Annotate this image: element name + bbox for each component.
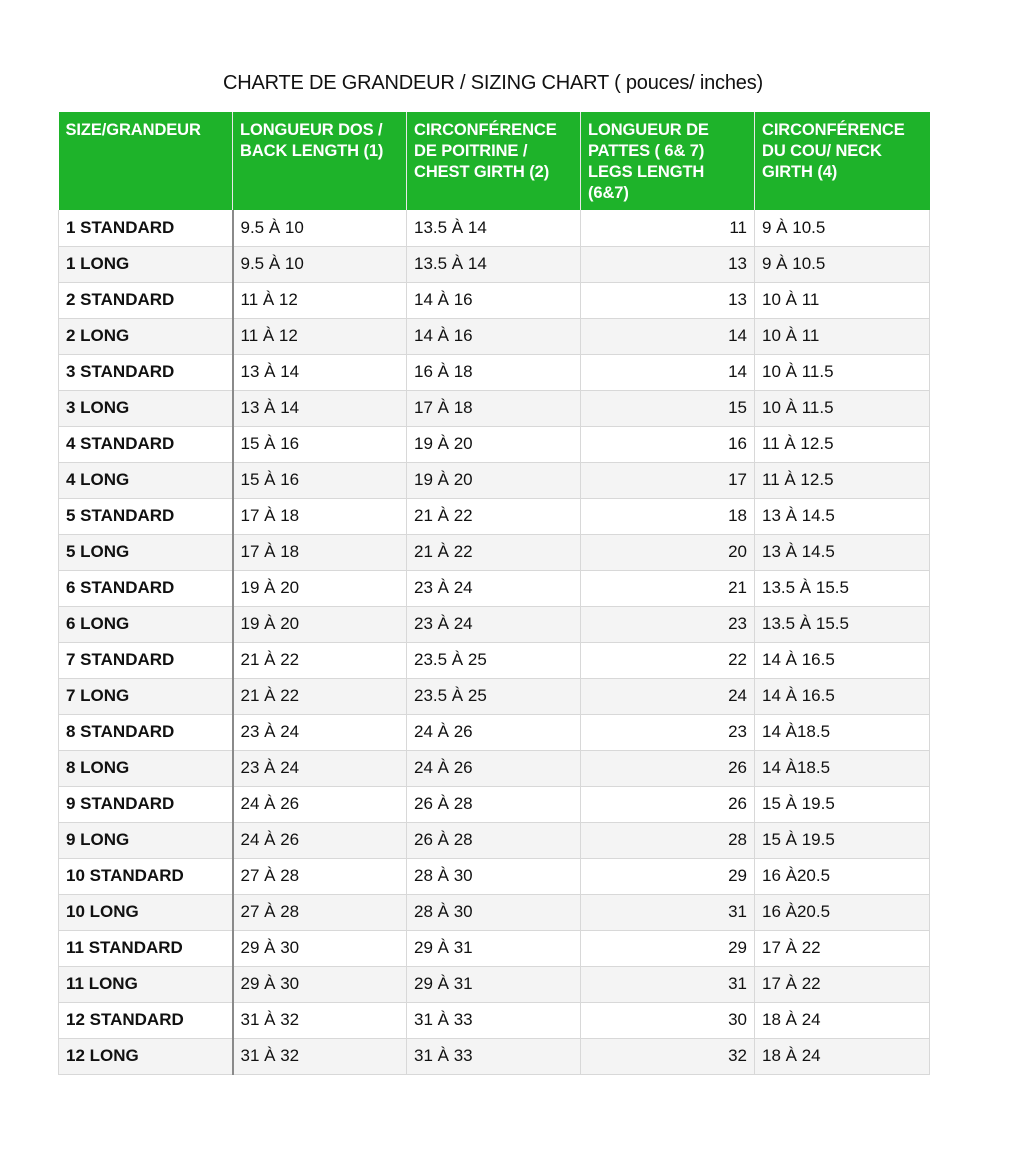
table-row xyxy=(59,570,930,606)
cell-back-length: 27 À 28 xyxy=(233,894,407,930)
cell-legs-length: 32 xyxy=(581,1038,755,1074)
cell-neck-girth: 13.5 À 15.5 xyxy=(755,570,930,606)
cell-neck-girth: 16 À20.5 xyxy=(755,894,930,930)
cell-size: 4 LONG xyxy=(59,462,233,498)
table-row xyxy=(59,390,930,426)
cell-chest-girth: 13.5 À 14 xyxy=(407,210,581,246)
sizing-table xyxy=(58,112,930,1075)
cell-neck-girth: 14 À 16.5 xyxy=(755,678,930,714)
table-row xyxy=(59,282,930,318)
cell-chest-girth: 16 À 18 xyxy=(407,354,581,390)
cell-chest-girth: 14 À 16 xyxy=(407,282,581,318)
cell-legs-length: 18 xyxy=(581,498,755,534)
cell-chest-girth: 19 À 20 xyxy=(407,426,581,462)
cell-size: 10 STANDARD xyxy=(59,858,233,894)
table-body xyxy=(59,210,930,1074)
cell-legs-length: 15 xyxy=(581,390,755,426)
cell-chest-girth: 21 À 22 xyxy=(407,534,581,570)
cell-size: 2 STANDARD xyxy=(59,282,233,318)
cell-legs-length: 11 xyxy=(581,210,755,246)
cell-legs-length: 23 xyxy=(581,606,755,642)
cell-legs-length: 13 xyxy=(581,282,755,318)
cell-size: 11 LONG xyxy=(59,966,233,1002)
cell-back-length: 23 À 24 xyxy=(233,750,407,786)
table-row xyxy=(59,894,930,930)
cell-chest-girth: 21 À 22 xyxy=(407,498,581,534)
cell-size: 6 STANDARD xyxy=(59,570,233,606)
page-title: CHARTE DE GRANDEUR / SIZING CHART ( pouces/ inches) xyxy=(223,72,763,94)
cell-neck-girth: 10 À 11.5 xyxy=(755,354,930,390)
cell-legs-length: 16 xyxy=(581,426,755,462)
cell-neck-girth: 14 À18.5 xyxy=(755,714,930,750)
table-row xyxy=(59,822,930,858)
cell-neck-girth: 11 À 12.5 xyxy=(755,462,930,498)
cell-legs-length: 21 xyxy=(581,570,755,606)
cell-back-length: 24 À 26 xyxy=(233,786,407,822)
cell-size: 2 LONG xyxy=(59,318,233,354)
cell-neck-girth: 18 À 24 xyxy=(755,1038,930,1074)
table-row xyxy=(59,606,930,642)
table-row xyxy=(59,1038,930,1074)
table-row xyxy=(59,1002,930,1038)
cell-back-length: 9.5 À 10 xyxy=(233,210,407,246)
cell-neck-girth: 9 À 10.5 xyxy=(755,246,930,282)
cell-chest-girth: 19 À 20 xyxy=(407,462,581,498)
cell-size: 7 LONG xyxy=(59,678,233,714)
cell-neck-girth: 10 À 11 xyxy=(755,318,930,354)
cell-legs-length: 22 xyxy=(581,642,755,678)
cell-neck-girth: 16 À20.5 xyxy=(755,858,930,894)
cell-chest-girth: 13.5 À 14 xyxy=(407,246,581,282)
cell-back-length: 19 À 20 xyxy=(233,570,407,606)
table-row xyxy=(59,714,930,750)
cell-chest-girth: 31 À 33 xyxy=(407,1002,581,1038)
cell-neck-girth: 11 À 12.5 xyxy=(755,426,930,462)
cell-neck-girth: 13 À 14.5 xyxy=(755,534,930,570)
cell-neck-girth: 13.5 À 15.5 xyxy=(755,606,930,642)
cell-back-length: 31 À 32 xyxy=(233,1038,407,1074)
cell-neck-girth: 14 À18.5 xyxy=(755,750,930,786)
cell-back-length: 13 À 14 xyxy=(233,390,407,426)
cell-neck-girth: 15 À 19.5 xyxy=(755,822,930,858)
cell-size: 4 STANDARD xyxy=(59,426,233,462)
cell-chest-girth: 26 À 28 xyxy=(407,786,581,822)
header-chest-girth: CIRCONFÉRENCE DE POITRINE / CHEST GIRTH (2) xyxy=(407,112,581,210)
cell-legs-length: 30 xyxy=(581,1002,755,1038)
cell-back-length: 15 À 16 xyxy=(233,462,407,498)
cell-legs-length: 20 xyxy=(581,534,755,570)
cell-back-length: 21 À 22 xyxy=(233,642,407,678)
cell-size: 7 STANDARD xyxy=(59,642,233,678)
cell-legs-length: 31 xyxy=(581,966,755,1002)
table-row xyxy=(59,642,930,678)
cell-legs-length: 26 xyxy=(581,750,755,786)
cell-legs-length: 29 xyxy=(581,858,755,894)
cell-chest-girth: 23.5 À 25 xyxy=(407,678,581,714)
cell-back-length: 19 À 20 xyxy=(233,606,407,642)
cell-chest-girth: 23.5 À 25 xyxy=(407,642,581,678)
cell-legs-length: 29 xyxy=(581,930,755,966)
header-size: SIZE/GRANDEUR xyxy=(59,112,233,210)
cell-back-length: 11 À 12 xyxy=(233,282,407,318)
cell-size: 3 LONG xyxy=(59,390,233,426)
cell-legs-length: 14 xyxy=(581,318,755,354)
table-row xyxy=(59,498,930,534)
cell-back-length: 15 À 16 xyxy=(233,426,407,462)
cell-legs-length: 17 xyxy=(581,462,755,498)
cell-chest-girth: 24 À 26 xyxy=(407,750,581,786)
header-legs-length: LONGUEUR DE PATTES ( 6& 7) LEGS LENGTH (6&7) xyxy=(581,112,755,210)
table-row xyxy=(59,426,930,462)
cell-size: 3 STANDARD xyxy=(59,354,233,390)
cell-back-length: 23 À 24 xyxy=(233,714,407,750)
table-row xyxy=(59,678,930,714)
table-row xyxy=(59,786,930,822)
table-row xyxy=(59,750,930,786)
cell-back-length: 13 À 14 xyxy=(233,354,407,390)
cell-legs-length: 23 xyxy=(581,714,755,750)
cell-back-length: 29 À 30 xyxy=(233,966,407,1002)
cell-chest-girth: 29 À 31 xyxy=(407,966,581,1002)
cell-back-length: 27 À 28 xyxy=(233,858,407,894)
table-row xyxy=(59,534,930,570)
cell-neck-girth: 10 À 11 xyxy=(755,282,930,318)
cell-neck-girth: 15 À 19.5 xyxy=(755,786,930,822)
table-row xyxy=(59,462,930,498)
cell-neck-girth: 18 À 24 xyxy=(755,1002,930,1038)
cell-size: 8 LONG xyxy=(59,750,233,786)
header-row xyxy=(59,112,930,210)
cell-legs-length: 24 xyxy=(581,678,755,714)
cell-neck-girth: 14 À 16.5 xyxy=(755,642,930,678)
cell-chest-girth: 26 À 28 xyxy=(407,822,581,858)
table-row xyxy=(59,930,930,966)
table-row xyxy=(59,858,930,894)
cell-neck-girth: 17 À 22 xyxy=(755,930,930,966)
table-row xyxy=(59,966,930,1002)
header-neck-girth: CIRCONFÉRENCE DU COU/ NECK GIRTH (4) xyxy=(755,112,930,210)
table-header xyxy=(59,112,930,210)
table-row xyxy=(59,210,930,246)
cell-size: 9 LONG xyxy=(59,822,233,858)
cell-back-length: 21 À 22 xyxy=(233,678,407,714)
cell-chest-girth: 14 À 16 xyxy=(407,318,581,354)
cell-chest-girth: 23 À 24 xyxy=(407,606,581,642)
cell-chest-girth: 28 À 30 xyxy=(407,858,581,894)
cell-chest-girth: 24 À 26 xyxy=(407,714,581,750)
cell-size: 12 STANDARD xyxy=(59,1002,233,1038)
cell-neck-girth: 17 À 22 xyxy=(755,966,930,1002)
cell-size: 1 STANDARD xyxy=(59,210,233,246)
cell-back-length: 17 À 18 xyxy=(233,498,407,534)
cell-chest-girth: 29 À 31 xyxy=(407,930,581,966)
cell-neck-girth: 10 À 11.5 xyxy=(755,390,930,426)
cell-back-length: 9.5 À 10 xyxy=(233,246,407,282)
cell-back-length: 17 À 18 xyxy=(233,534,407,570)
cell-legs-length: 31 xyxy=(581,894,755,930)
cell-chest-girth: 23 À 24 xyxy=(407,570,581,606)
cell-legs-length: 28 xyxy=(581,822,755,858)
table-row xyxy=(59,354,930,390)
cell-size: 9 STANDARD xyxy=(59,786,233,822)
cell-chest-girth: 17 À 18 xyxy=(407,390,581,426)
cell-neck-girth: 9 À 10.5 xyxy=(755,210,930,246)
cell-back-length: 29 À 30 xyxy=(233,930,407,966)
cell-size: 12 LONG xyxy=(59,1038,233,1074)
cell-back-length: 31 À 32 xyxy=(233,1002,407,1038)
table-row xyxy=(59,246,930,282)
header-back-length: LONGUEUR DOS / BACK LENGTH (1) xyxy=(233,112,407,210)
cell-legs-length: 13 xyxy=(581,246,755,282)
cell-back-length: 11 À 12 xyxy=(233,318,407,354)
cell-neck-girth: 13 À 14.5 xyxy=(755,498,930,534)
cell-back-length: 24 À 26 xyxy=(233,822,407,858)
cell-size: 5 LONG xyxy=(59,534,233,570)
cell-size: 8 STANDARD xyxy=(59,714,233,750)
cell-chest-girth: 31 À 33 xyxy=(407,1038,581,1074)
cell-size: 10 LONG xyxy=(59,894,233,930)
cell-size: 1 LONG xyxy=(59,246,233,282)
cell-legs-length: 14 xyxy=(581,354,755,390)
cell-size: 6 LONG xyxy=(59,606,233,642)
cell-size: 5 STANDARD xyxy=(59,498,233,534)
table-row xyxy=(59,318,930,354)
cell-legs-length: 26 xyxy=(581,786,755,822)
cell-size: 11 STANDARD xyxy=(59,930,233,966)
cell-chest-girth: 28 À 30 xyxy=(407,894,581,930)
